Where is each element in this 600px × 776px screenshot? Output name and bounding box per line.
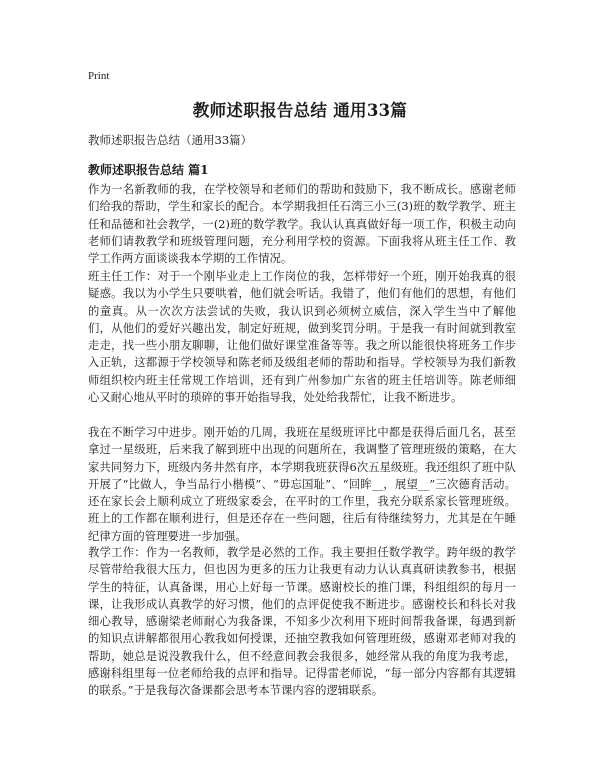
document-title: 教师述职报告总结 通用33篇 <box>192 101 408 120</box>
paragraph-intro: 作为一名新教师的我，在学校领导和老师们的帮助和鼓励下，我不断成长。感谢老师们给我的帮助，学生和家长的配合。本学期我担任石湾三小三(3)班的数学教学、班主任和品德和社会教学，一(2)班的数学教学。我认认真真做好每一项工作，积极主动向老师们请教教学和班级管理问题，充分利用学校的资源。下面我将从班主任工作、教学工作两方面谈谈我本学期的工作情况。 <box>88 183 516 266</box>
print-link[interactable]: Print <box>88 70 110 82</box>
paragraph-teaching-work: 教学工作：作为一名教师，教学是必然的工作。我主要担任数学教学。跨年级的教学尽管带给我很大压力，但也因为更多的压力让我更有动力认认真真研读教参书，根据学生的特征，认真备课，用心上好每一节课。感谢校长的推门课，科组组织的每月一课，让我形成认真教学的好习惯，他们的点评促使我不断进步。感谢校长和科长对我细心教导，感谢梁老师耐心为我备课，不知多少次利用下班时间帮我备课，每遇到新的知识点讲解都很用心教我如何授课，还抽空教我如何管理班级，感谢邓老师对我的帮助，她总是说没教我什么，但不经意间教会我很多，她经常从我的角度为我考虑，感谢科组里每一位老师给我的点评和指导。记得雷老师说，“每一部分内容都有其逻辑的联系。”于是我每次备课都会思考本节课内容的逻辑联系。 <box>88 546 516 698</box>
section-heading: 教师述职报告总结 篇1 <box>88 163 209 177</box>
paragraph-progress: 我在不断学习中进步。刚开始的几周，我班在星级班评比中都是获得后面几名，甚至拿过一星级班，后来我了解到班中出现的问题所在，我调整了管理班级的策略，在大家共同努力下，班级内务井然有序，本学期我班获得6次五星级班。我还组织了班中队开展了“比做人，争当品行小楷模”、“毋忘国耻”、“回眸__，展望__”三次德育活动。还在家长会上顺利成立了班级家委会，在平时的工作里，我充分联系家长管理班级。班上的工作都在顺利进行，但是还存在一些问题，往后有待继续努力，尤其是在午睡纪律方面的管理要进一步加强。 <box>88 426 516 543</box>
paragraph-class-teacher-work: 班主任工作：对于一个刚毕业走上工作岗位的我，怎样带好一个班，刚开始我真的很疑惑。我以为小学生只要哄着，他们就会听话。我错了，他们有他们的思想，有他们的童真。从一次次方法尝试的失败，我认识到必须树立威信，深入学生当中了解他们，从他们的爱好兴趣出发，制定好班规，做到奖罚分明。于是我一有时间就到教室走走，找一些小朋友聊聊，让他们做好课堂准备等等。我之所以能很快将班务工作步入正轨，这都源于学校领导和陈老师及级组老师的帮助和指导。学校领导为我们新教师组织校内班主任常规工作培训，还有到广州参加广东省的班主任培训等。陈老师细心又耐心地从平时的琐碎的事开始指导我，处处给我帮忙，让我不断进步。 <box>88 270 516 405</box>
document-subtitle: 教师述职报告总结（通用33篇） <box>88 133 253 147</box>
